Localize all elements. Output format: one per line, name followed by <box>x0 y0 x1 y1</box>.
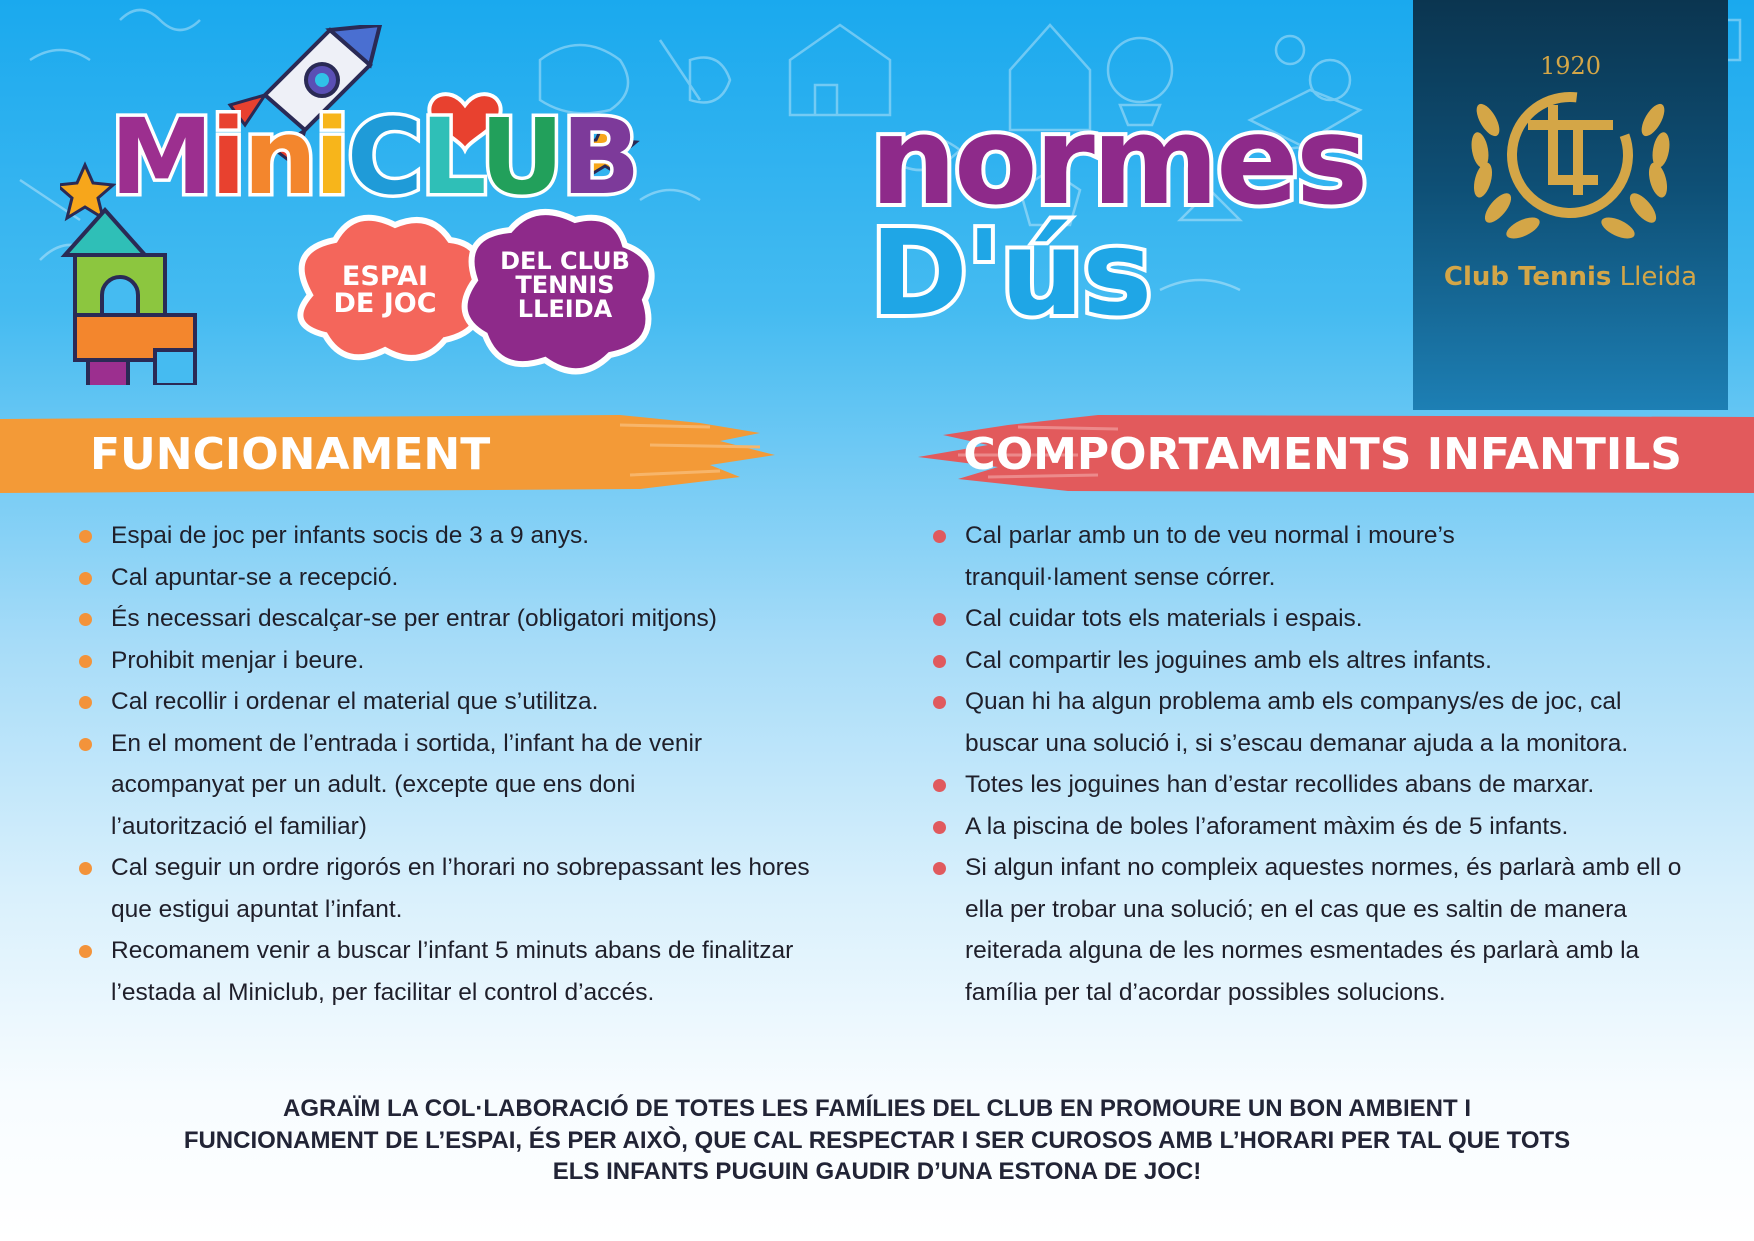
bullet-dot <box>933 821 946 834</box>
list-item <box>930 806 1690 848</box>
list-item <box>76 598 816 640</box>
bullet-dot <box>79 862 92 875</box>
list-item-text: Cal recollir i ordenar el material que s’utilitza. <box>111 688 599 715</box>
list-item <box>930 764 1690 806</box>
section-heading: FUNCIONAMENT <box>90 428 491 480</box>
logo-letter: i <box>210 96 244 218</box>
list-item <box>76 640 816 682</box>
list-item-text: Cal seguir un ordre rigorós en l’horari no sobrepassant les hores que estigui apuntat l’infant. <box>111 854 810 923</box>
bullet-dot <box>933 613 946 626</box>
title-line-dus: D'ús <box>870 204 1151 342</box>
list-item-text: Cal compartir les joguines amb els altres infants. <box>965 646 1492 674</box>
list-item <box>930 598 1690 640</box>
club-name-bold: Club Tennis <box>1443 262 1612 292</box>
bullet-dot <box>933 655 946 668</box>
logo-letter: B <box>561 96 638 218</box>
list-item <box>76 847 816 930</box>
footer-message <box>120 1093 1634 1188</box>
title-line-normes: normes <box>870 90 1366 232</box>
list-item <box>930 847 1690 1013</box>
list-item-text: Quan hi ha algun problema amb els companys/es de joc, cal buscar una solució i, si s’escau demanar ajuda a la monitora. <box>965 688 1629 757</box>
bullet-dot <box>79 655 92 668</box>
bullet-dot <box>79 738 92 751</box>
cloud-del-club-tennis-lleida <box>465 220 665 350</box>
cloud-line: LLEIDA <box>517 295 613 323</box>
logo-letter: L <box>420 96 480 218</box>
list-item-text: En el moment de l’entrada i sortida, l’infant ha de venir acompanyat per un adult. (excepte que ens doni l’autorització el familiar) <box>111 729 703 840</box>
cloud-line: ESPAI <box>341 261 429 292</box>
cloud-line: DE JOC <box>333 288 437 319</box>
list-item-text: Prohibit menjar i beure. <box>111 646 365 674</box>
list-item-text: Totes les joguines han d’estar recollides abans de marxar. <box>965 771 1595 798</box>
bullet-dot <box>79 613 92 626</box>
miniclub-logo <box>60 25 660 385</box>
list-item <box>930 681 1690 764</box>
laurel-monogram-icon <box>1458 60 1683 250</box>
list-item <box>930 515 1690 598</box>
page-title <box>870 90 1366 342</box>
bullet-dot <box>79 945 92 958</box>
logo-letter: M <box>110 96 211 218</box>
bullet-dot <box>79 530 92 543</box>
funcionament-list <box>76 515 816 1013</box>
logo-letter: n <box>243 96 315 218</box>
footer-line: FUNCIONAMENT DE L’ESPAI, ÉS PER AIXÒ, QUE CAL RESPECTAR I SER CUROSOS AMB L’HORARI PER TAL QUE TOTS <box>183 1126 1571 1154</box>
comportaments-list <box>930 515 1690 1013</box>
list-item-text: És necessari descalçar-se per entrar (obligatori mitjons) <box>111 605 717 632</box>
list-item <box>76 930 816 1013</box>
section-banner-comportaments <box>918 415 1754 493</box>
bullet-dot <box>79 572 92 585</box>
footer-line: AGRAÏM LA COL·LABORACIÓ DE TOTES LES FAMÍLIES DEL CLUB EN PROMOURE UN BON AMBIENT I <box>282 1095 1471 1122</box>
toy-blocks-icon <box>65 210 195 385</box>
section-banner-funcionament <box>0 415 780 493</box>
list-item-text: Cal cuidar tots els materials i espais. <box>965 605 1363 632</box>
list-item-text: Cal parlar amb un to de veu normal i moure’s tranquil·lament sense córrer. <box>965 522 1455 591</box>
club-name-light: Lleida <box>1611 262 1698 292</box>
list-item-text: A la piscina de boles l’aforament màxim és de 5 infants. <box>965 812 1569 840</box>
club-name <box>1413 262 1728 292</box>
bullet-dot <box>933 779 946 792</box>
cloud-espai-de-joc <box>290 230 480 350</box>
list-item <box>76 515 816 557</box>
list-item <box>76 723 816 848</box>
bullet-dot <box>933 696 946 709</box>
section-heading: COMPORTAMENTS INFANTILS <box>963 428 1682 480</box>
list-item-text: Espai de joc per infants socis de 3 a 9 anys. <box>111 522 590 549</box>
bullet-dot <box>79 696 92 709</box>
logo-letter: i <box>314 96 347 218</box>
bullet-dot <box>933 862 946 875</box>
list-item-text: Recomanem venir a buscar l’infant 5 minuts abans de finalitzar l’estada al Miniclub, per facilitar el control d’accés. <box>111 937 794 1006</box>
logo-letter: U <box>479 96 562 218</box>
list-item <box>76 681 816 723</box>
bullet-dot <box>933 530 946 543</box>
logo-letter: C <box>346 96 421 218</box>
cloud-line: DEL CLUB <box>500 247 630 275</box>
club-founding-year: 1920 <box>1539 52 1602 80</box>
miniclub-wordmark <box>110 96 638 218</box>
list-item <box>76 557 816 599</box>
list-item <box>930 640 1690 682</box>
footer-line: ELS INFANTS PUGUIN GAUDIR D’UNA ESTONA DE JOC! <box>552 1158 1202 1185</box>
cloud-line: TENNIS <box>515 271 615 299</box>
list-item-text: Cal apuntar-se a recepció. <box>111 563 399 591</box>
list-item-text: Si algun infant no compleix aquestes normes, és parlarà amb ell o ella per trobar una solució; en el cas que es saltin de manera reiterada alguna de les normes esmentades és parlarà amb la família per tal d’acordar possibles solucions. <box>965 854 1682 1006</box>
club-logo-panel <box>1413 0 1728 410</box>
